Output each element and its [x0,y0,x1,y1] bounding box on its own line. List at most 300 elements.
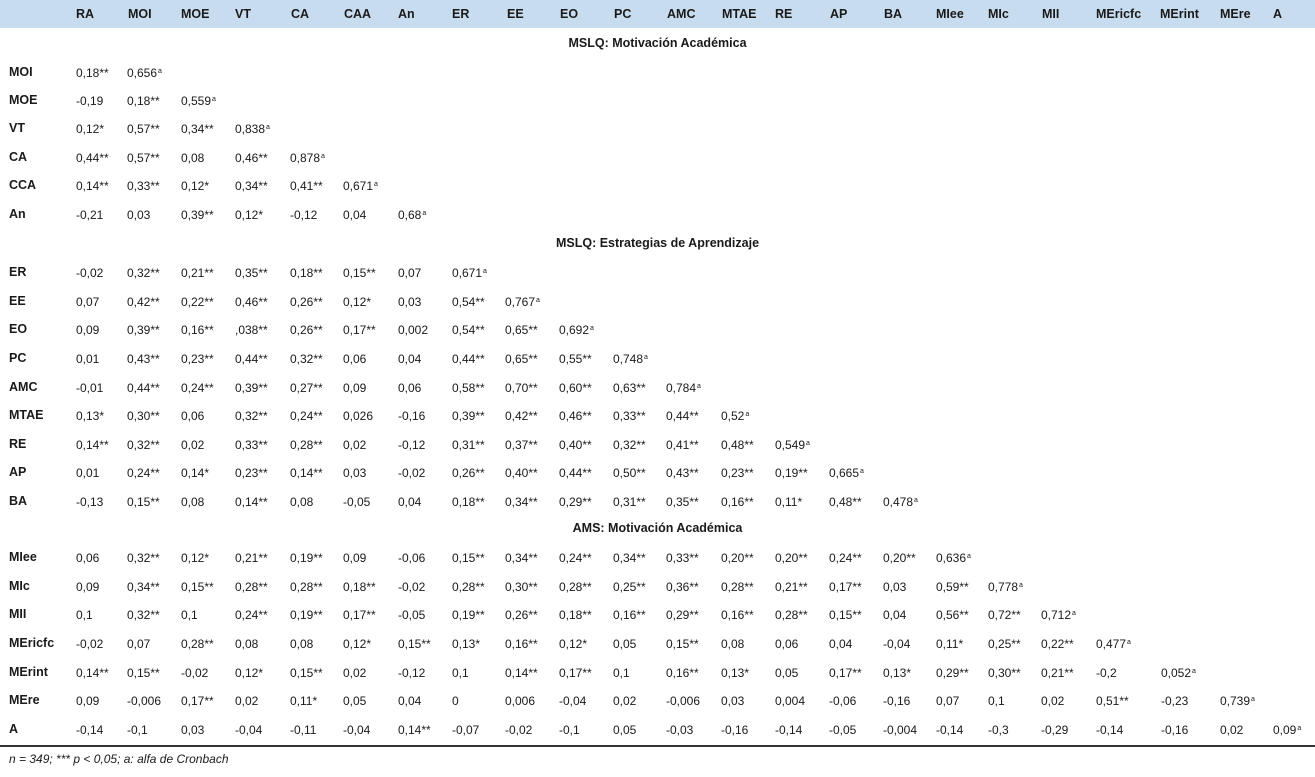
table-cell: 0,04 [883,608,907,622]
table-cell: 0,1 [988,694,1005,708]
table-cell: -0,16 [398,409,426,423]
table-cell: -0,02 [76,266,104,280]
column-header-pc: PC [614,7,632,21]
table-cell: -0,02 [181,666,209,680]
row-label-ap: AP [9,465,27,479]
table-cell: 0,14** [76,438,109,452]
table-cell: 0,24** [181,381,214,395]
table-cell: 0,03 [127,208,151,222]
table-cell: 0,04 [343,208,367,222]
table-cell: 0,26** [505,608,538,622]
table-cell: 0,28** [290,438,323,452]
table-cell: -0,12 [398,666,426,680]
table-cell: 0,30** [505,580,538,594]
table-cell: -0,29 [1041,723,1069,737]
table-cell: 0,15** [666,637,699,651]
column-header-ra: RA [76,7,95,21]
table-cell: -0,14 [76,723,104,737]
table-cell: 0,25** [613,580,646,594]
table-cell: 0,34** [505,551,538,565]
table-cell: 0,13* [452,637,481,651]
table-cell: 0,42** [127,295,160,309]
table-cell: 0,25** [988,637,1021,651]
table-cell: 0,72** [988,608,1021,622]
table-cell: 0,18** [559,608,592,622]
table-cell: 0,34** [613,551,646,565]
table-cell: 0,31** [452,438,485,452]
column-header-miee: MIee [936,7,964,21]
table-cell: 0,48** [829,495,862,509]
table-cell: 0,20** [883,551,916,565]
table-cell: -0,04 [559,694,587,708]
table-cell: 0,03 [398,295,422,309]
table-cell: 0,1 [181,608,198,622]
table-cell: 0,838$^a$ [235,122,270,136]
table-cell: -0,05 [398,608,426,622]
table-cell: 0,15** [181,580,214,594]
table-cell: 0,50** [613,466,646,480]
table-cell: 0,712$^a$ [1041,608,1076,622]
table-cell: 0,784$^a$ [666,381,701,395]
column-header-moi: MOI [128,7,152,21]
table-cell: 0,08 [721,637,745,651]
table-cell: 0,20** [721,551,754,565]
table-cell: 0,54** [452,323,485,337]
row-label-moe: MOE [9,93,38,107]
table-cell: 0,43** [666,466,699,480]
table-cell: 0,09$^a$ [1273,723,1302,737]
table-cell: 0,04 [829,637,853,651]
column-header-ca: CA [291,7,310,21]
table-cell: 0,24** [290,409,323,423]
table-cell: 0,16** [721,495,754,509]
table-cell: 0,37** [505,438,538,452]
table-cell: -0,06 [398,551,426,565]
table-cell: -0,06 [829,694,857,708]
table-cell: 0,14* [181,466,210,480]
table-cell: 0,03 [721,694,745,708]
table-cell: 0,63** [613,381,646,395]
table-cell: -0,11 [290,723,317,737]
table-cell: 0,32** [127,266,160,280]
table-cell: 0,12* [181,179,210,193]
table-cell: 0,02 [181,438,205,452]
table-cell: 0,778$^a$ [988,580,1023,594]
table-cell: 0,17** [559,666,592,680]
table-cell: 0,21** [1041,666,1074,680]
table-cell: 0,56** [936,608,969,622]
table-cell: -0,04 [883,637,911,651]
table-cell: -0,02 [398,466,426,480]
table-footnote: n = 349; *** p < 0,05; a: alfa de Cronbach [9,752,229,766]
table-cell: -0,14 [775,723,803,737]
section-title: AMS: Motivación Académica [572,521,743,535]
table-cell: 0,1 [613,666,630,680]
table-cell: 0,29** [559,495,592,509]
table-cell: 0,26** [452,466,485,480]
table-cell: -0,1 [559,723,580,737]
table-cell: 0,26** [290,295,323,309]
table-cell: 0,44** [235,352,268,366]
row-label-ca: CA [9,150,28,164]
table-cell: 0,08 [290,637,314,651]
table-cell: 0,15** [829,608,862,622]
column-header-mii: MII [1042,7,1060,21]
row-label-mtae: MTAE [9,408,44,422]
table-cell: 0,28** [235,580,268,594]
table-cell: 0,23** [721,466,754,480]
table-cell: 0,24** [235,608,268,622]
table-cell: 0,59** [936,580,969,594]
column-header-ap: AP [830,7,848,21]
table-cell: 0,18** [343,580,376,594]
table-cell: -0,004 [883,723,918,737]
table-cell: 0,34** [181,122,214,136]
table-cell: 0,692$^a$ [559,323,594,337]
table-cell: 0,15** [127,495,160,509]
table-cell: -0,2 [1096,666,1117,680]
table-cell: 0,17** [181,694,214,708]
row-label-mii: MII [9,607,27,621]
table-cell: 0,21** [235,551,268,565]
row-label-er: ER [9,265,27,279]
row-label-amc: AMC [9,380,38,394]
table-cell: 0,40** [559,438,592,452]
table-cell: 0,006 [505,694,536,708]
table-cell: 0,20** [775,551,808,565]
table-cell: 0,40** [505,466,538,480]
table-cell: 0,36** [666,580,699,594]
row-label-an: An [9,207,26,221]
table-cell: -0,14 [936,723,964,737]
table-cell: 0,16** [505,637,538,651]
row-label-merint: MErint [9,665,48,679]
table-cell: 0,05 [613,637,637,651]
table-cell: 0,665$^a$ [829,466,864,480]
table-cell: 0,004 [775,694,806,708]
table-cell: 0,52$^a$ [721,409,750,423]
row-label-a: A [9,722,19,736]
table-cell: 0,14** [76,179,109,193]
table-cell: 0,15** [452,551,485,565]
table-cell: -0,006 [666,694,701,708]
table-cell: 0,19** [290,551,323,565]
table-cell: 0,33** [127,179,160,193]
table-cell: -0,16 [721,723,749,737]
table-cell: ,038** [235,323,268,337]
table-cell: 0,15** [127,666,160,680]
table-cell: 0,21** [181,266,214,280]
table-cell: 0,09 [76,580,100,594]
table-cell: -0,04 [343,723,371,737]
table-cell: 0,08 [181,151,205,165]
table-cell: 0,27** [290,381,323,395]
table-cell: 0,32** [127,551,160,565]
table-cell: 0,57** [127,122,160,136]
table-cell: 0,24** [829,551,862,565]
table-cell: 0,08 [235,637,259,651]
table-cell: 0,21** [775,580,808,594]
table-cell: 0,30** [988,666,1021,680]
table-cell: 0,09 [343,381,367,395]
table-cell: 0,35** [666,495,699,509]
column-header-vt: VT [235,7,251,21]
table-cell: 0,41** [666,438,699,452]
table-cell: 0,28** [559,580,592,594]
row-label-eo: EO [9,322,28,336]
row-label-pc: PC [9,351,27,365]
table-cell: 0,11* [290,694,318,708]
table-cell: 0,02 [343,438,367,452]
table-cell: 0,06 [343,352,367,366]
table-cell: 0,14** [290,466,323,480]
table-cell: 0 [452,694,459,708]
table-cell: 0,03 [883,580,907,594]
table-cell: 0,748$^a$ [613,352,648,366]
table-cell: 0,51** [1096,694,1129,708]
row-label-miee: MIee [9,550,37,564]
table-cell: 0,18** [452,495,485,509]
table-cell: 0,767$^a$ [505,295,540,309]
table-cell: -0,3 [988,723,1009,737]
table-cell: 0,636$^a$ [936,551,971,565]
table-cell: 0,19** [290,608,323,622]
row-label-mere: MEre [9,693,40,707]
table-cell: -0,01 [76,381,104,395]
table-cell: -0,02 [398,580,426,594]
table-cell: 0,02 [235,694,259,708]
table-cell: 0,31** [613,495,646,509]
table-cell: 0,06 [398,381,422,395]
table-cell: 0,54** [452,295,485,309]
row-label-ee: EE [9,294,26,308]
table-cell: 0,35** [235,266,268,280]
table-cell: 0,14** [235,495,268,509]
table-cell: 0,07 [127,637,151,651]
table-cell: 0,002 [398,323,429,337]
table-cell: 0,44** [452,352,485,366]
table-cell: 0,22** [1041,637,1074,651]
table-cell: 0,26** [290,323,323,337]
table-cell: -0,03 [666,723,694,737]
column-header-caa: CAA [344,7,372,21]
table-cell: 0,18** [76,66,109,80]
table-cell: 0,42** [505,409,538,423]
table-cell: 0,39** [452,409,485,423]
table-cell: 0,55** [559,352,592,366]
table-cell: 0,18** [127,94,160,108]
table-cell: -0,14 [1096,723,1124,737]
table-bottom-rule [0,745,1315,747]
table-cell: 0,1 [76,608,93,622]
table-cell: 0,739$^a$ [1220,694,1255,708]
table-cell: -0,1 [127,723,148,737]
table-cell: -0,19 [76,94,104,108]
table-cell: 0,02 [343,666,367,680]
column-header-mericfc: MEricfc [1096,7,1142,21]
table-cell: 0,46** [235,151,268,165]
table-cell: 0,30** [127,409,160,423]
table-cell: 0,15** [398,637,431,651]
table-cell: 0,12* [559,637,588,651]
table-cell: 0,14** [76,666,109,680]
table-cell: 0,44** [76,151,109,165]
table-cell: 0,34** [235,179,268,193]
table-cell: 0,878$^a$ [290,151,325,165]
table-cell: 0,17** [829,580,862,594]
table-cell: 0,01 [76,352,100,366]
section-title: MSLQ: Estrategias de Aprendizaje [555,236,760,250]
table-cell: 0,19** [452,608,485,622]
table-cell: -0,16 [1161,723,1189,737]
table-cell: 0,28** [775,608,808,622]
table-cell: 0,671$^a$ [452,266,487,280]
table-cell: 0,29** [936,666,969,680]
table-cell: 0,43** [127,352,160,366]
table-cell: 0,656$^a$ [127,66,162,80]
table-cell: 0,07 [398,266,422,280]
table-cell: 0,1 [452,666,469,680]
table-cell: 0,12* [235,666,264,680]
table-cell: 0,559$^a$ [181,94,216,108]
table-cell: 0,28** [181,637,214,651]
table-cell: 0,05 [775,666,799,680]
table-cell: 0,28** [721,580,754,594]
table-cell: -0,16 [883,694,911,708]
table-cell: 0,46** [559,409,592,423]
table-cell: 0,16** [666,666,699,680]
table-cell: 0,13* [721,666,750,680]
table-cell: 0,04 [398,352,422,366]
table-cell: 0,60** [559,381,592,395]
table-cell: 0,24** [559,551,592,565]
table-cell: 0,05 [613,723,637,737]
table-cell: 0,18** [290,266,323,280]
column-header-moe: MOE [181,7,210,21]
table-cell: -0,02 [505,723,533,737]
table-cell: 0,12* [76,122,105,136]
table-cell: 0,33** [235,438,268,452]
table-cell: 0,05 [343,694,367,708]
table-cell: 0,02 [613,694,637,708]
column-header-mere: MEre [1220,7,1251,21]
row-label-moi: MOI [9,65,33,79]
column-header-re: RE [775,7,793,21]
table-cell: 0,39** [127,323,160,337]
table-cell: 0,07 [76,295,100,309]
column-header-mic: MIc [988,7,1009,21]
table-cell: 0,04 [398,495,422,509]
table-cell: 0,01 [76,466,100,480]
table-cell: 0,65** [505,323,538,337]
table-cell: 0,39** [181,208,214,222]
table-cell: 0,44** [127,381,160,395]
table-cell: 0,14** [398,723,431,737]
table-cell: 0,16** [721,608,754,622]
table-cell: 0,11* [936,637,964,651]
table-cell: 0,58** [452,381,485,395]
table-cell: -0,12 [290,208,318,222]
column-header-a: A [1273,7,1283,21]
table-cell: 0,68$^a$ [398,208,427,222]
table-cell: -0,21 [76,208,104,222]
table-cell: 0,32** [127,438,160,452]
table-cell: 0,04 [398,694,422,708]
table-cell: 0,671$^a$ [343,179,378,193]
table-cell: -0,04 [235,723,263,737]
table-cell: 0,052$^a$ [1161,666,1196,680]
table-cell: 0,02 [1220,723,1244,737]
table-cell: 0,39** [235,381,268,395]
table-cell: 0,06 [76,551,100,565]
table-cell: 0,06 [181,409,205,423]
table-cell: 0,03 [181,723,205,737]
table-cell: 0,32** [235,409,268,423]
table-cell: 0,28** [452,580,485,594]
table-cell: 0,13* [883,666,912,680]
table-cell: 0,477$^a$ [1096,637,1131,651]
row-label-mic: MIc [9,579,30,593]
table-cell: 0,16** [181,323,214,337]
table-cell: 0,16** [613,608,646,622]
table-cell: -0,05 [829,723,857,737]
table-cell: 0,026 [343,409,374,423]
table-cell: 0,12* [235,208,264,222]
table-cell: 0,12* [343,295,372,309]
column-header-merint: MErint [1160,7,1199,21]
table-cell: 0,24** [127,466,160,480]
column-header-eo: EO [560,7,579,21]
table-cell: 0,17** [829,666,862,680]
table-cell: 0,44** [559,466,592,480]
row-label-cca: CCA [9,178,37,192]
table-cell: 0,41** [290,179,323,193]
table-cell: 0,15** [290,666,323,680]
table-cell: 0,09 [76,694,100,708]
table-cell: 0,478$^a$ [883,495,918,509]
table-cell: 0,11* [775,495,803,509]
table-cell: 0,12* [343,637,372,651]
table-cell: 0,19** [775,466,808,480]
table-cell: 0,32** [127,608,160,622]
table-cell: 0,14** [505,666,538,680]
table-cell: 0,32** [290,352,323,366]
table-cell: -0,006 [127,694,162,708]
row-label-vt: VT [9,121,25,135]
table-cell: -0,02 [76,637,104,651]
table-cell: -0,13 [76,495,104,509]
column-header-ba: BA [884,7,903,21]
table-cell: 0,29** [666,608,699,622]
table-cell: 0,09 [76,323,100,337]
table-cell: -0,07 [452,723,480,737]
table-cell: 0,70** [505,381,538,395]
table-cell: -0,23 [1161,694,1189,708]
column-header-ee: EE [507,7,524,21]
table-cell: 0,17** [343,608,376,622]
table-cell: 0,23** [181,352,214,366]
section-title: MSLQ: Motivación Académica [568,36,747,50]
table-cell: 0,46** [235,295,268,309]
column-header-er: ER [452,7,470,21]
table-cell: 0,28** [290,580,323,594]
table-cell: 0,34** [127,580,160,594]
column-header-mtae: MTAE [722,7,757,21]
table-cell: 0,17** [343,323,376,337]
table-cell: 0,23** [235,466,268,480]
row-label-mericfc: MEricfc [9,636,55,650]
table-cell: 0,57** [127,151,160,165]
